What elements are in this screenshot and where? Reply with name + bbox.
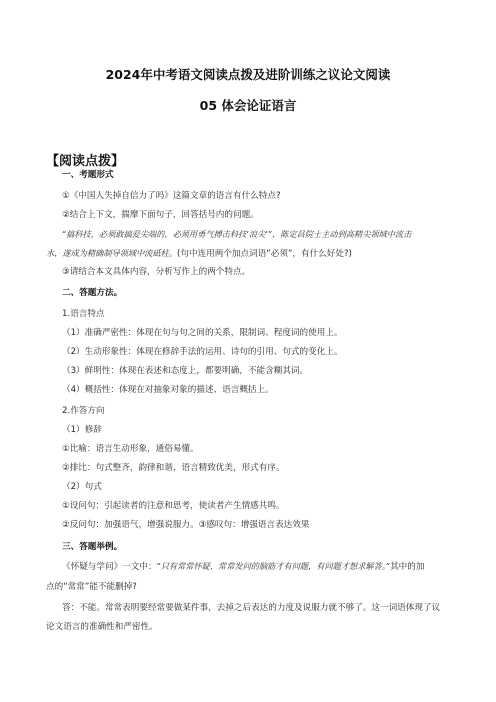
example-source: 《怀疑与学问》一文中：	[62, 562, 157, 572]
question-1: ①《中国人失掉自信力了吗》这篇文章的语言有什么特点?	[62, 191, 281, 201]
answer-direction-title: 2.作答方向	[62, 406, 105, 416]
feature-item: （1）准确严密性：体现在句与句之间的关系，限制词、程度词的使用上。	[62, 328, 343, 338]
example-line-2: 点的“常常”能不能删掉?	[46, 582, 137, 592]
sentence-item: ①设问句：引起读者的注意和思考，使读者产生情感共鸣。	[62, 501, 285, 511]
example-line-1	[62, 560, 424, 573]
rhetoric-item: ①比喻：语言生动形象，通俗易懂。	[62, 444, 199, 454]
quote-line-2-question: (句中连用两个加点词语“必须”，有什么好处?)	[177, 249, 352, 259]
rhetoric-item: ②排比：句式整齐，韵律和谐，语言精致优美，形式有序。	[62, 463, 285, 473]
part2-heading: 二、答题方法。	[62, 288, 123, 298]
feature-item: （2）生动形象性：体现在修辞手法的运用、诗句的引用、句式的变化上。	[62, 347, 343, 357]
sentence-item: ②反问句：加强语气，增强说服力。③感叹句：增强语言表达效果	[62, 520, 310, 530]
part3-heading: 三、答题举例。	[62, 542, 123, 552]
quote-line-1: “搞科技，必须敢搞爱尖端的，必须用勇气搏击科技‘浪尖’”，陈定昌院士主动到高精尖领域中流击	[62, 229, 412, 239]
question-2: ②结合上下文，揣摩下面句子，回答括号内的问题。	[62, 210, 259, 220]
section-heading: 【阅读点拨】	[46, 154, 125, 169]
rhetoric-subtitle: （1）修辞	[62, 425, 102, 435]
document-title: 2024年中考语文阅读点拨及进阶训练之议论文阅读	[105, 67, 391, 82]
question-3: ③请结合本文具体内容，分析写作上的两个特点。	[62, 267, 251, 277]
feature-item: （3）鲜明性：体现在表述和态度上，都要明确，不能含糊其词。	[62, 366, 309, 376]
sentence-subtitle: （2）句式	[62, 482, 102, 492]
answer-line-2: 论文语言的准确性和严密性。	[46, 622, 158, 632]
document-subtitle: 05 体会论证语言	[199, 98, 297, 113]
part1-heading: 一、考题形式	[62, 170, 114, 180]
quote-line-2	[46, 247, 352, 260]
language-features-title: 1.语言特点	[62, 309, 105, 319]
feature-item: （4）概括性：体现在对抽象对象的描述、语言概括上。	[62, 385, 274, 395]
quote-line-2-text: 水，遂成为精确制导领域中流砥柱。	[46, 248, 178, 258]
answer-line-1: 答：不能。常常表明要经常要做某件事，去掉之后表达的力度及说服力就不够了。这一词语体现了议	[62, 603, 441, 613]
example-suffix: 其中的加	[390, 562, 425, 572]
example-quote: “只有常常怀疑、常常发问的脑筋才有问题，有问题才想求解答。”	[156, 561, 391, 571]
